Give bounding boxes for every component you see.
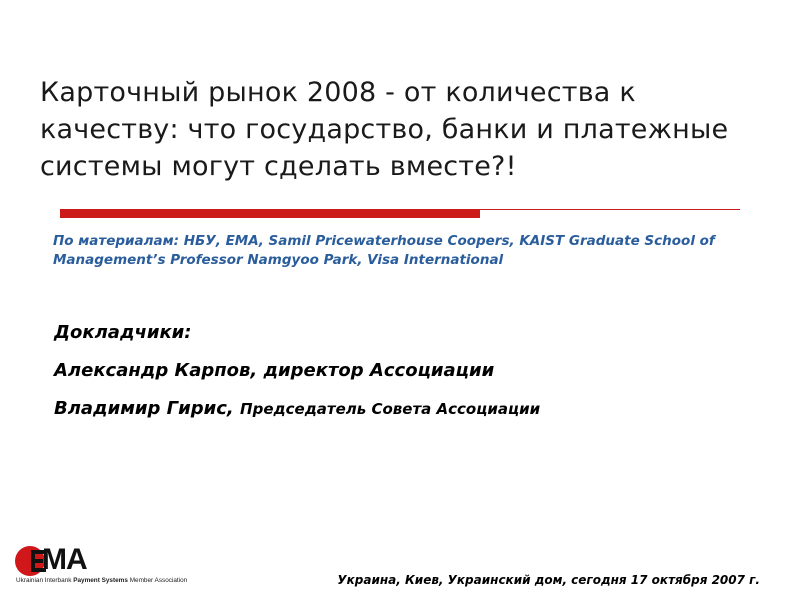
ema-logo-subtitle: [16, 577, 187, 585]
speakers-heading: Докладчики:: [54, 322, 192, 343]
ema-logo: [14, 544, 244, 586]
ema-logo-subtitle-bold: Payment Systems: [73, 577, 128, 584]
speaker-1: Александр Карпов, директор Ассоциации: [54, 360, 495, 381]
ema-logo-subtitle-prefix: Ukrainian Interbank: [16, 577, 74, 584]
speaker-2-name: Владимир Гирис,: [54, 398, 234, 419]
speaker-2-role: Председатель Совета Ассоциации: [240, 400, 541, 418]
ema-logo-subtitle-suffix: Member Association: [127, 577, 188, 584]
sources-note: По материалам: НБУ, ЕМА, Samil Pricewaterhouse Coopers, KAIST Graduate School of Management’s Professor Namgyoo Park, Visa International: [53, 233, 715, 268]
ema-logo-letters: MA: [42, 543, 87, 576]
speakers-block: [54, 322, 774, 436]
footer-location-date: Украина, Киев, Украинский дом, сегодня 17 октября 2007 г.: [337, 573, 760, 587]
slide-title: Карточный рынок 2008 - от количества к качеству: что государство, банки и платежные системы могут сделать вместе?!: [40, 77, 729, 182]
speaker-2: [54, 398, 774, 420]
title-divider-bar: [60, 209, 480, 218]
